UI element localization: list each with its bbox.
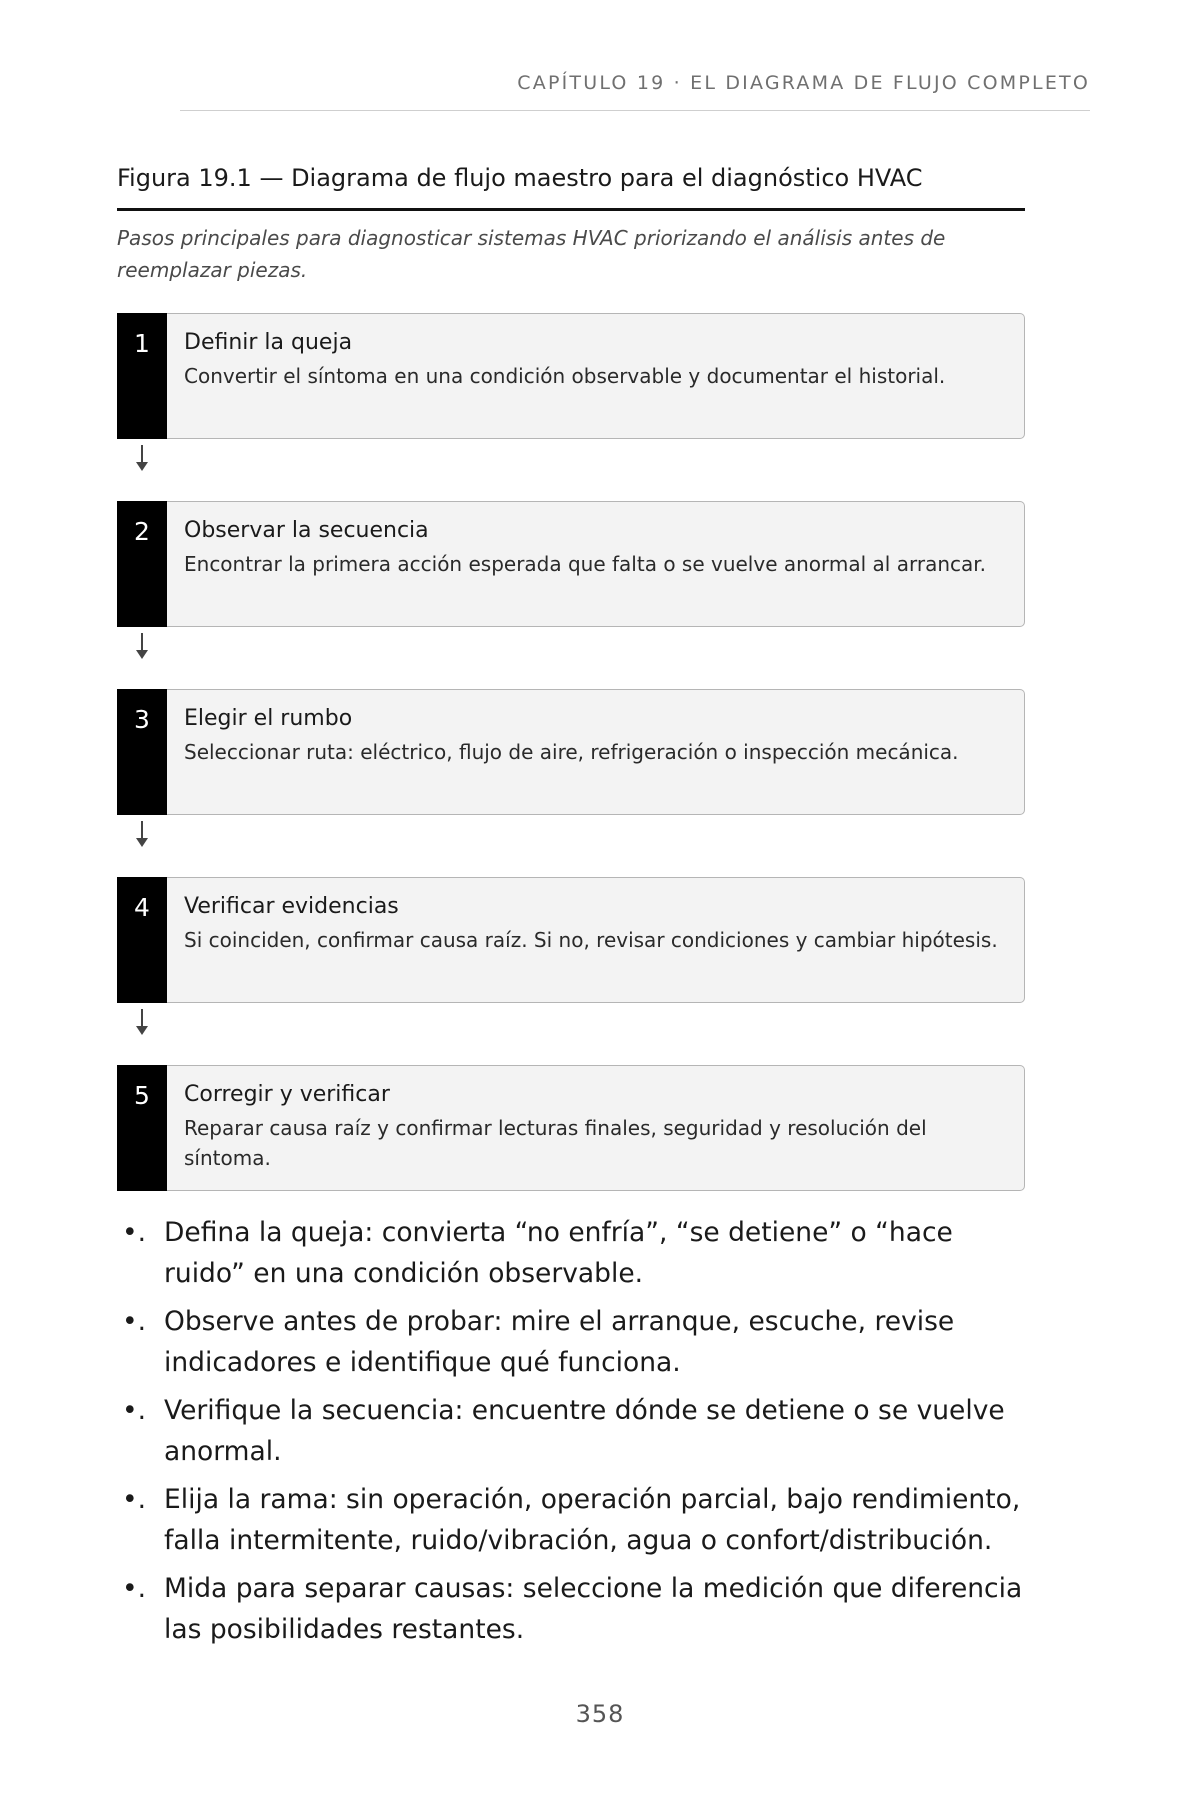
header-rule (180, 110, 1090, 111)
list-item (117, 1479, 1037, 1561)
bullet-marker: •. (122, 1306, 147, 1337)
bullet-marker: •. (122, 1395, 147, 1426)
step-description: Si coinciden, confirmar causa raíz. Si no, revisar condiciones y cambiar hipótesis. (184, 928, 998, 952)
step-title: Verificar evidencias (184, 894, 399, 919)
flow-step-4 (117, 877, 1025, 1003)
bullet-marker: •. (122, 1573, 147, 1604)
step-card (167, 501, 1025, 627)
page-number: 358 (575, 1700, 625, 1728)
step-number: 5 (117, 1065, 167, 1191)
flow-step-1 (117, 313, 1025, 439)
list-item (117, 1301, 1037, 1383)
flow-step-3 (117, 689, 1025, 815)
figure-title: Figura 19.1 — Diagrama de flujo maestro para el diagnóstico HVAC (117, 164, 923, 192)
list-item-text: Mida para separar causas: seleccione la medición que diferencia las posibilidades restantes. (164, 1573, 1023, 1645)
step-card (167, 1065, 1025, 1191)
figure-subtitle: Pasos principales para diagnosticar sistemas HVAC priorizando el análisis antes de reemplazar piezas. (117, 226, 946, 282)
step-title: Elegir el rumbo (184, 706, 353, 731)
arrow-down-icon (134, 443, 150, 473)
step-number: 1 (117, 313, 167, 439)
list-item (117, 1390, 1037, 1472)
flowchart (117, 313, 1025, 1191)
arrow-down-icon (134, 631, 150, 661)
step-number: 2 (117, 501, 167, 627)
list-item (117, 1212, 1037, 1294)
step-card (167, 877, 1025, 1003)
arrow-down-icon (134, 1007, 150, 1037)
step-title: Observar la secuencia (184, 518, 429, 543)
list-item (117, 1568, 1037, 1650)
arrow-down-icon (134, 819, 150, 849)
flow-step-2 (117, 501, 1025, 627)
figure-title-rule (117, 208, 1025, 211)
flow-step-5 (117, 1065, 1025, 1191)
bullet-marker: •. (122, 1484, 147, 1515)
step-title: Definir la queja (184, 330, 353, 355)
step-card (167, 689, 1025, 815)
list-item-text: Observe antes de probar: mire el arranque, escuche, revise indicadores e identifique qué funciona. (164, 1306, 955, 1378)
list-item-text: Elija la rama: sin operación, operación parcial, bajo rendimiento, falla intermitente, ruido/vibración, agua o confort/distribución. (164, 1484, 1021, 1556)
running-header: CAPÍTULO 19 · EL DIAGRAMA DE FLUJO COMPLETO (517, 72, 1090, 94)
step-description: Reparar causa raíz y confirmar lecturas finales, seguridad y resolución del síntoma. (184, 1116, 927, 1170)
step-description: Convertir el síntoma en una condición observable y documentar el historial. (184, 364, 946, 388)
step-description: Encontrar la primera acción esperada que falta o se vuelve anormal al arrancar. (184, 552, 987, 576)
bullet-list (117, 1212, 1037, 1657)
step-card (167, 313, 1025, 439)
step-title: Corregir y verificar (184, 1082, 390, 1107)
list-item-text: Defina la queja: convierta “no enfría”, “se detiene” o “hace ruido” en una condición observable. (164, 1217, 953, 1289)
list-item-text: Verifique la secuencia: encuentre dónde se detiene o se vuelve anormal. (164, 1395, 1005, 1467)
step-number: 4 (117, 877, 167, 1003)
bullet-marker: •. (122, 1217, 147, 1248)
step-description: Seleccionar ruta: eléctrico, flujo de aire, refrigeración o inspección mecánica. (184, 740, 959, 764)
step-number: 3 (117, 689, 167, 815)
